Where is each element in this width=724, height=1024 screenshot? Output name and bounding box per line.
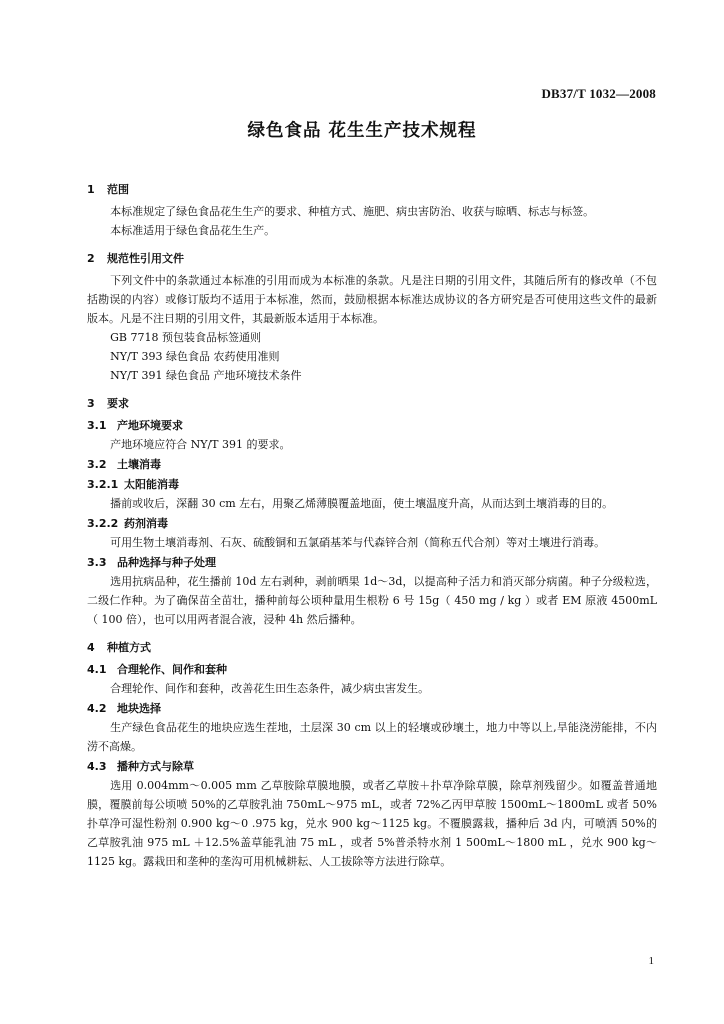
scope-paragraph-2: 本标准适用于绿色食品花生生产。	[110, 224, 276, 237]
document-body	[87, 180, 657, 871]
section-4-2-paragraph: 生产绿色食品花生的地块应选生茬地，土层深 30 cm 以上的轻壤或砂壤土，地力中等以上,旱能浇涝能排，不内涝不高燥。	[87, 721, 657, 753]
reference-item: GB 7718 预包装食品标签通则	[110, 331, 261, 344]
section-3-3-heading: 3.3 品种选择与种子处理	[87, 556, 216, 569]
references-paragraph: 下列文件中的条款通过本标准的引用而成为本标准的条款。凡是注日期的引用文件，其随后所有的修改单（不包括勘误的内容）或修订版均不适用于本标准，然而，鼓励根据本标准达成协议的各方研究是否可使用这些文件的最新版本。凡是不注日期的引用文件，其最新版本适用于本标准。	[87, 274, 657, 325]
section-4-3-paragraph: 选用 0.004mm～0.005 mm 乙草胺除草膜地膜，或者乙草胺＋扑草净除草膜，除草剂残留少。如覆盖普通地膜，覆膜前每公顷喷 50%的乙草胺乳油 750mL～975 mL，或者 72%乙丙甲草胺 1500mL～1800mL 或者 50%扑草净可湿性粉剂 0.900 kg～0 .975 kg，兑水 900 kg～1125 kg。不覆膜露栽，播种后 3d 内，可喷洒 50%的乙草胺乳油 975 mL ＋12.5%盖草能乳油 75 mL ，或者 5%普杀特水剂 1 500mL～1800 mL ，兑水 900 kg～1125 kg。露栽田和垄种的垄沟可用机械耕耘、人工拔除等方法进行除草。	[87, 779, 657, 868]
document-title: 绿色食品 花生生产技术规程	[247, 121, 477, 141]
section-3-2-2-paragraph: 可用生物土壤消毒剂、石灰、硫酸铜和五氯硝基苯与代森锌合剂（简称五代合剂）等对土壤进行消毒。	[110, 536, 606, 549]
section-3-heading: 3 要求	[87, 397, 129, 410]
section-4-3-heading: 4.3 播种方式与除草	[87, 760, 194, 773]
section-4-heading: 4 种植方式	[87, 641, 151, 654]
section-3-1-paragraph: 产地环境应符合 NY/T 391 的要求。	[110, 438, 291, 451]
standard-code: DB37/T 1032—2008	[541, 86, 656, 101]
section-3-2-heading: 3.2 土壤消毒	[87, 458, 161, 471]
section-3-2-2-heading: 3.2.2 药剂消毒	[87, 517, 168, 530]
section-3-3-paragraph: 选用抗病品种，花生播前 10d 左右剥种，剥前晒果 1d～3d，以提高种子活力和消灭部分病菌。种子分级粒选，二级仁作种。为了确保苗全苗壮，播种前每公顷种量用生根粉 6 号 15g（ 450 mg / kg ）或者 EM 原液 4500mL（ 100 倍），也可以用两者混合液，浸种 4h 然后播种。	[87, 575, 657, 626]
section-4-1-heading: 4.1 合理轮作、间作和套种	[87, 663, 227, 676]
section-3-2-1-paragraph: 播前或收后，深翻 30 cm 左右，用聚乙烯薄膜覆盖地面，使土壤温度升高，从而达到土壤消毒的目的。	[110, 497, 614, 510]
section-4-1-paragraph: 合理轮作、间作和套种，改善花生田生态条件，减少病虫害发生。	[110, 682, 430, 695]
section-3-1-heading: 3.1 产地环境要求	[87, 419, 183, 432]
section-2-heading: 2 规范性引用文件	[87, 252, 184, 265]
section-1-heading: 1 范围	[87, 183, 129, 196]
section-4-2-heading: 4.2 地块选择	[87, 702, 161, 715]
reference-item: NY/T 391 绿色食品 产地环境技术条件	[110, 369, 302, 382]
page-number: 1	[648, 955, 654, 967]
section-3-2-1-heading: 3.2.1 太阳能消毒	[87, 478, 179, 491]
reference-item: NY/T 393 绿色食品 农药使用准则	[110, 350, 280, 363]
scope-paragraph-1: 本标准规定了绿色食品花生生产的要求、种植方式、施肥、病虫害防治、收获与晾晒、标志与标签。	[110, 205, 595, 218]
